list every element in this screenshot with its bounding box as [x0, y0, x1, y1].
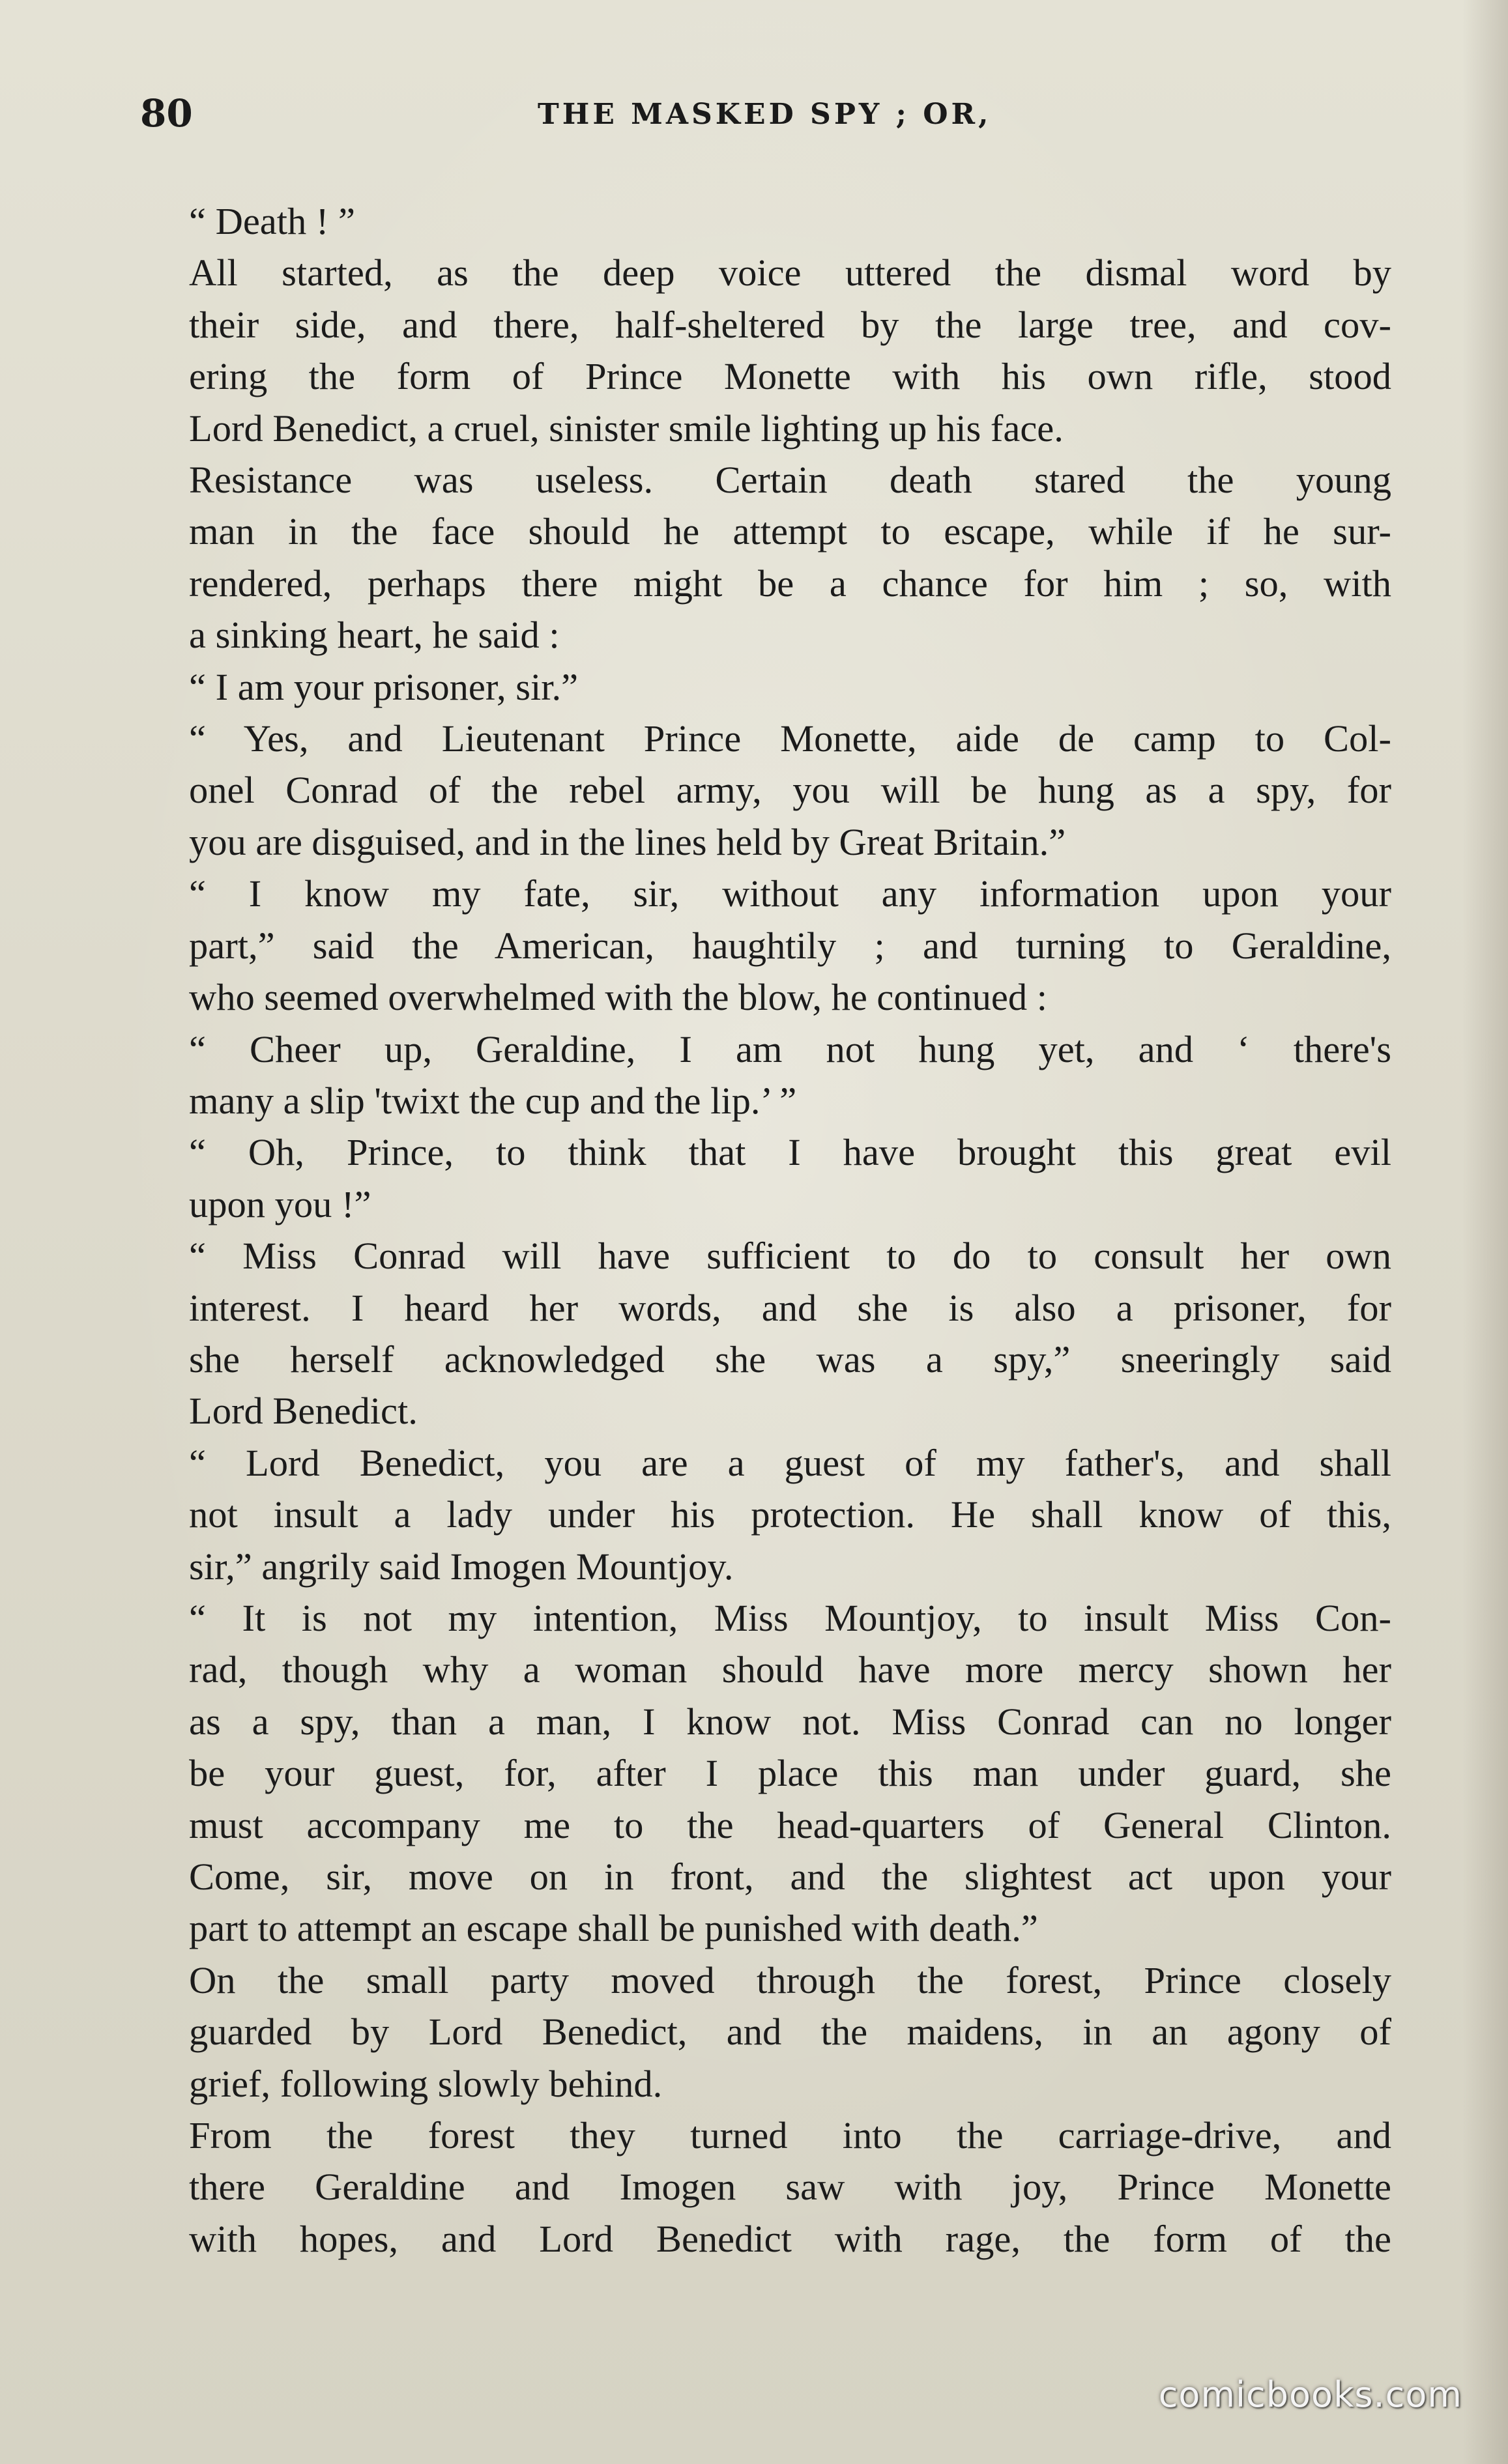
text-line: Resistance was useless. Certain death stared the young [189, 459, 1391, 502]
text-line: ering the form of Prince Monette with his own rifle, stood [189, 355, 1391, 398]
text-line: rendered, perhaps there might be a chance for him ; so, with [189, 562, 1391, 605]
text-line: “ Yes, and Lieutenant Prince Monette, aide de camp to Col- [189, 717, 1391, 760]
paragraph [140, 713, 1391, 868]
text-line: who seemed overwhelmed with the blow, he continued : [189, 976, 1047, 1019]
page-edge-shadow [1462, 0, 1508, 2464]
text-line: “ Miss Conrad will have sufficient to do to consult her own [189, 1235, 1391, 1278]
text-line: be your guest, for, after I place this man under guard, she [189, 1752, 1391, 1795]
text-line: rad, though why a woman should have more mercy shown her [189, 1648, 1391, 1691]
text-line: “ Lord Benedict, you are a guest of my father's, and shall [189, 1441, 1391, 1484]
text-line: On the small party moved through the forest, Prince closely [189, 1958, 1391, 2001]
text-line: upon you !” [189, 1182, 371, 1225]
text-line: “ It is not my intention, Miss Mountjoy, to insult Miss Con- [189, 1596, 1391, 1639]
text-line: not insult a lady under his protection. He shall know of this, [189, 1493, 1391, 1536]
text-line: with hopes, and Lord Benedict with rage, the form of the [189, 2217, 1391, 2260]
paragraph [140, 1437, 1391, 1592]
text-line: part to attempt an escape shall be punished with death.” [189, 1907, 1038, 1950]
text-line: part,” said the American, haughtily ; and turning to Geraldine, [189, 924, 1391, 967]
paragraph [140, 1230, 1391, 1437]
text-line: their side, and there, half-sheltered by the large tree, and cov- [189, 303, 1391, 346]
text-line: onel Conrad of the rebel army, you will be hung as a spy, for [189, 769, 1391, 812]
text-line: “ I am your prisoner, sir.” [189, 665, 579, 708]
text-line: man in the face should he attempt to escape, while if he sur- [189, 510, 1391, 553]
text-line: a sinking heart, he said : [189, 614, 560, 657]
text-line: she herself acknowledged she was a spy,” sneeringly said [189, 1338, 1391, 1381]
text-line: Lord Benedict, a cruel, sinister smile lighting up his face. [189, 407, 1064, 450]
paragraph [140, 1955, 1391, 2110]
body-text [140, 195, 1391, 2265]
paragraph [140, 868, 1391, 1023]
text-line: must accompany me to the head-quarters of General Clinton. [189, 1803, 1391, 1846]
paragraph [140, 1592, 1391, 1955]
watermark: comicbooks.com [1158, 2374, 1462, 2415]
paragraph [140, 195, 1391, 247]
paragraph [140, 247, 1391, 454]
text-line: you are disguised, and in the lines held by Great Britain.” [189, 820, 1066, 863]
text-line: “ Oh, Prince, to think that I have brought this great evil [189, 1131, 1391, 1174]
text-line: sir,” angrily said Imogen Mountjoy. [189, 1545, 734, 1588]
text-line: interest. I heard her words, and she is also a prisoner, for [189, 1286, 1391, 1329]
text-line: All started, as the deep voice uttered the dismal word by [189, 251, 1391, 294]
text-line: Come, sir, move on in front, and the slightest act upon your [189, 1855, 1391, 1898]
text-line: grief, following slowly behind. [189, 2062, 663, 2105]
text-line: “ I know my fate, sir, without any information upon your [189, 872, 1391, 915]
running-head: THE MASKED SPY ; OR, [538, 98, 992, 131]
text-line: many a slip 'twixt the cup and the lip.’ ” [189, 1079, 797, 1122]
text-line: as a spy, than a man, I know not. Miss Conrad can no longer [189, 1700, 1391, 1743]
text-line: Lord Benedict. [189, 1390, 418, 1433]
text-line: there Geraldine and Imogen saw with joy, Prince Monette [189, 2166, 1391, 2209]
paragraph [140, 1024, 1391, 1127]
paragraph [140, 1126, 1391, 1230]
text-line: “ Cheer up, Geraldine, I am not hung yet, and ‘ there's [189, 1027, 1391, 1070]
paragraph [140, 661, 1391, 713]
page-number: 80 [140, 91, 193, 136]
page-header [140, 91, 1391, 143]
text-line: From the forest they turned into the carriage-drive, and [189, 2114, 1391, 2157]
text-line: guarded by Lord Benedict, and the maidens, in an agony of [189, 2011, 1391, 2054]
paragraph [140, 2110, 1391, 2265]
paragraph [140, 454, 1391, 661]
text-line: “ Death ! ” [189, 200, 355, 242]
